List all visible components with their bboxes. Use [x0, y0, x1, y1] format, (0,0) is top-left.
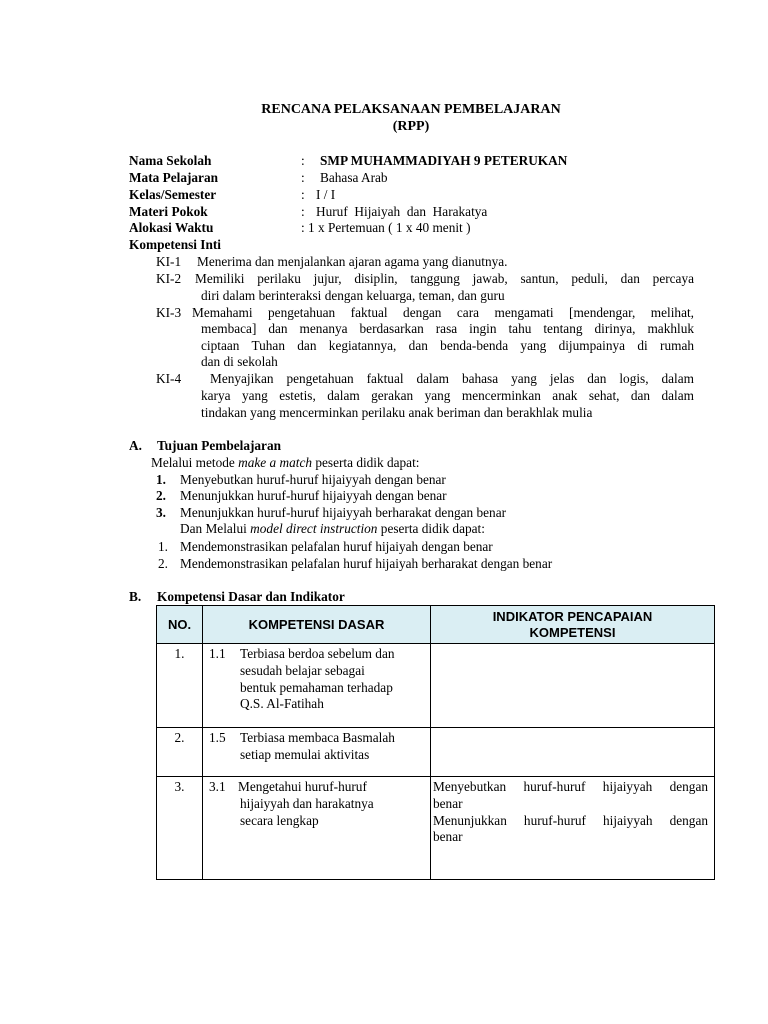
section-a-intro-2: [180, 521, 485, 538]
cell-indikator: [431, 777, 715, 880]
list-item: Mendemonstrasikan pelafalan huruf hijaiyah berharakat dengan benar: [180, 556, 553, 571]
intro-text: peserta didik dapat:: [312, 455, 420, 470]
identity-colon: :: [301, 187, 305, 202]
identity-value-material: Huruf Hijaiyah dan Harakatya: [316, 204, 488, 219]
indikator-line: Menunjukkan huruf-huruf hijaiyyah dengan: [433, 812, 708, 828]
section-b-letter: B.: [129, 589, 142, 604]
identity-label: Materi Pokok: [129, 204, 208, 219]
ki-text: tindakan yang mencerminkan perilaku anak beriman dan berakhlak mulia: [201, 405, 593, 420]
header-kompetensi-dasar: KOMPETENSI DASAR: [203, 606, 431, 644]
list-number: 1.: [156, 472, 166, 487]
kd-text: Mengetahui huruf-huruf: [238, 779, 367, 794]
table-row: [157, 644, 715, 728]
cell-kompetensi-dasar: [203, 777, 431, 880]
intro-method: model direct instruction: [250, 521, 378, 536]
ki-text: diri dalam berinteraksi dengan keluarga, teman, dan guru: [201, 288, 505, 303]
identity-label: Kelas/Semester: [129, 187, 217, 202]
identity-label: Mata Pelajaran: [129, 170, 218, 185]
ki-text: Memiliki perilaku jujur, disiplin, tanggung jawab, santun, peduli, dan percaya: [195, 271, 694, 286]
identity-colon: :: [301, 153, 305, 168]
table-row: [157, 777, 715, 880]
section-a-letter: A.: [129, 438, 142, 453]
header-indikator: [431, 606, 715, 644]
section-a-title: Tujuan Pembelajaran: [157, 438, 281, 453]
kd-number: 3.1: [209, 779, 226, 794]
ki-code: KI-3: [156, 305, 182, 320]
kd-text: Q.S. Al-Fatihah: [240, 696, 324, 712]
cell-no: 2.: [157, 728, 203, 777]
cell-no: 1.: [157, 644, 203, 728]
kompetensi-table: [156, 605, 715, 880]
indikator-line: Menyebutkan huruf-huruf hijaiyyah dengan: [433, 779, 708, 794]
document-subtitle: (RPP): [392, 119, 430, 134]
identity-label: Nama Sekolah: [129, 153, 212, 168]
kd-text: hijaiyyah dan harakatnya: [240, 795, 374, 811]
kd-text: Terbiasa membaca Basmalah: [240, 730, 395, 745]
list-item: Menyebutkan huruf-huruf hijaiyyah dengan benar: [180, 472, 446, 487]
cell-kompetensi-dasar: [203, 728, 431, 777]
kd-number: 1.1: [209, 646, 226, 661]
indikator-line: benar: [433, 795, 463, 811]
ki-text: Menerima dan menjalankan ajaran agama yang dianutnya.: [197, 254, 508, 269]
cell-kompetensi-dasar: [203, 644, 431, 728]
intro-text: Dan Melalui: [180, 521, 251, 536]
identity-value-time: : 1 x Pertemuan ( 1 x 40 menit ): [301, 220, 471, 235]
list-number: 3.: [156, 505, 166, 520]
identity-value-subject: Bahasa Arab: [320, 170, 388, 185]
section-b-title: Kompetensi Dasar dan Indikator: [157, 589, 345, 604]
kd-text: Terbiasa berdoa sebelum dan: [240, 646, 395, 661]
section-a-intro: [151, 455, 419, 472]
kd-text: setiap memulai aktivitas: [240, 746, 370, 762]
cell-indikator: [431, 728, 715, 777]
kd-number: 1.5: [209, 730, 226, 745]
ki-text: Menyajikan pengetahuan faktual dalam bahasa yang jelas dan logis, dalam: [210, 371, 694, 386]
table-header-row: [157, 606, 715, 644]
table-row: [157, 728, 715, 777]
cell-indikator: [431, 644, 715, 728]
kd-text: bentuk pemahaman terhadap: [240, 679, 393, 695]
list-number: 1.: [158, 539, 168, 554]
ki-text: membaca] dan menanya berdasarkan rasa ingin tahu tentang dirinya, makhluk: [201, 321, 694, 336]
ki-code: KI-1: [156, 254, 182, 269]
cell-no: 3.: [157, 777, 203, 880]
ki-text: dan di sekolah: [201, 354, 278, 369]
intro-text: peserta didik dapat:: [377, 521, 485, 536]
kompetensi-inti-heading: Kompetensi Inti: [129, 237, 221, 252]
ki-code: KI-2: [156, 271, 182, 286]
ki-code: KI-4: [156, 371, 182, 386]
header-indikator-line: INDIKATOR PENCAPAIAN: [492, 609, 653, 624]
ki-text: Memahami pengetahuan faktual dengan cara mengamati [mendengar, melihat,: [192, 305, 694, 320]
document-title: RENCANA PELAKSANAAN PEMBELAJARAN: [261, 102, 561, 117]
identity-value-class: I / I: [316, 187, 336, 202]
kd-text: sesudah belajar sebagai: [240, 662, 365, 678]
intro-method: make a match: [238, 455, 313, 470]
kd-text: secara lengkap: [240, 812, 319, 828]
list-item: Menunjukkan huruf-huruf hijaiyyah berharakat dengan benar: [180, 505, 507, 520]
list-item: Menunjukkan huruf-huruf hijaiyyah dengan benar: [180, 488, 447, 503]
list-number: 2.: [158, 556, 168, 571]
header-indikator-line: KOMPETENSI: [529, 624, 616, 640]
header-no: NO.: [157, 606, 203, 644]
identity-value-school: SMP MUHAMMADIYAH 9 PETERUKAN: [320, 153, 568, 168]
identity-colon: :: [301, 170, 305, 185]
identity-colon: :: [301, 204, 305, 219]
intro-text: Melalui metode: [151, 455, 239, 470]
ki-text: karya yang estetis, dalam gerakan yang mencerminkan anak sehat, dan dalam: [201, 388, 694, 403]
indikator-line: benar: [433, 829, 463, 845]
ki-text: ciptaan Tuhan dan kegiatannya, dan benda-benda yang dijumpainya di rumah: [201, 338, 694, 353]
identity-label: Alokasi Waktu: [129, 220, 214, 235]
list-number: 2.: [156, 488, 166, 503]
list-item: Mendemonstrasikan pelafalan huruf hijaiyah dengan benar: [180, 539, 493, 554]
